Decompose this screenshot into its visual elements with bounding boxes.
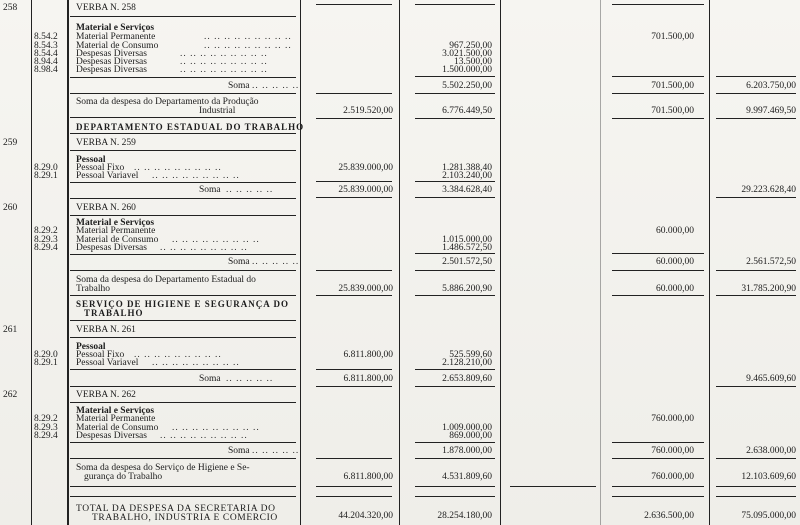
row-label: Pessoal Variavel (76, 171, 139, 181)
dept-total-value: 2.519.520,00 (343, 106, 393, 116)
grand-total-value: 2.636.500,00 (644, 511, 694, 521)
row-leader: .. .. .. .. .. .. .. .. .. (172, 235, 260, 245)
rule (70, 386, 296, 387)
row-leader: .. .. .. .. .. .. .. .. .. (172, 423, 260, 433)
soma-label: Soma (199, 374, 221, 384)
soma-label: Soma (228, 257, 250, 267)
row-code: 8.29.0 (34, 350, 58, 360)
soma-value: 29.223.628,40 (741, 185, 796, 195)
rule (716, 496, 796, 497)
dept-total-value: 701.500,00 (651, 106, 694, 116)
row-leader: .. .. .. .. .. .. .. .. .. (180, 57, 268, 67)
rule (415, 181, 495, 182)
row-leader: .. .. .. .. .. .. .. .. .. (134, 350, 222, 360)
row-leader: .. .. .. .. .. .. .. .. .. (160, 243, 248, 253)
rule (70, 133, 296, 134)
row-label: Material de Consumo (76, 423, 159, 433)
row-label: Pessoal Fixo (76, 350, 125, 360)
soma-value: 1.878.000,00 (442, 446, 492, 456)
row-label: Material de Consumo (76, 41, 159, 51)
item-number: 262 (3, 390, 18, 400)
value-cell: 13.500,00 (454, 57, 492, 67)
rule (70, 215, 296, 216)
group-heading: Pessoal (76, 155, 106, 165)
section-heading: SERVIÇO DE HIGIENE E SEGURANÇA DO (76, 299, 289, 309)
rule (70, 16, 296, 17)
dept-total-value: 9.997.469,50 (746, 106, 796, 116)
soma-value: 2.653.809,60 (442, 374, 492, 384)
value-cell: 525.599,60 (449, 350, 492, 360)
dept-total-value: 6.811.800,00 (343, 472, 393, 482)
rule (612, 442, 704, 443)
row-code: 8.94.4 (34, 57, 58, 67)
rule (612, 496, 704, 497)
rule (316, 386, 392, 387)
value-cell: 701.500,00 (651, 32, 694, 42)
section-heading: DEPARTAMENTO ESTADUAL DO TRABALHO (76, 122, 305, 132)
row-label: Despesas Diversas (76, 243, 147, 253)
value-cell: 1.281.388,40 (442, 163, 492, 173)
rule (716, 486, 796, 487)
rule (70, 198, 296, 199)
rule (612, 253, 704, 254)
row-leader: .. .. .. .. .. .. .. .. .. (180, 49, 268, 59)
rule (70, 458, 296, 459)
row-code: 8.29.2 (34, 226, 58, 236)
column-rule (67, 0, 69, 525)
row-code: 8.29.4 (34, 243, 58, 253)
verba-heading: VERBA N. 262 (76, 390, 136, 400)
rule (70, 182, 296, 183)
rule (716, 458, 796, 459)
value-cell: 1.015.000,00 (442, 235, 492, 245)
verba-heading: VERBA N. 260 (76, 203, 136, 213)
rule (415, 486, 495, 487)
rule (316, 270, 392, 271)
dept-total-value: 25.839.000,00 (338, 284, 393, 294)
rule (70, 369, 296, 370)
soma-label: Soma (199, 185, 221, 195)
rule (316, 197, 392, 198)
row-code: 8.29.4 (34, 431, 58, 441)
rule (316, 93, 392, 94)
column-rule (399, 0, 400, 525)
column-rule (31, 0, 32, 525)
item-number: 259 (3, 138, 18, 148)
rule (70, 320, 296, 321)
dept-total-label: gurança do Trabalho (84, 472, 163, 482)
soma-value: 9.465.609,60 (746, 374, 796, 384)
group-heading: Material e Serviços (76, 23, 155, 33)
soma-value: 2.501.572,50 (442, 257, 492, 267)
item-number: 261 (3, 325, 18, 335)
row-label: Despesas Diversas (76, 49, 147, 59)
rule (415, 197, 495, 198)
verba-heading: VERBA N. 258 (76, 3, 136, 13)
rule (415, 270, 495, 271)
item-number: 260 (3, 203, 18, 213)
dept-total-label: Soma da despesa do Departamento Estadual do (76, 275, 256, 285)
soma-leader: .. .. .. .. .. (252, 257, 300, 267)
rule (316, 486, 392, 487)
soma-label: Soma (228, 446, 250, 456)
rule (316, 118, 392, 119)
row-label: Pessoal Variavel (76, 358, 139, 368)
grand-total-value: 44.204.320,00 (338, 511, 393, 521)
rule (716, 93, 796, 94)
row-code: 8.29.1 (34, 171, 58, 181)
column-rule (300, 0, 301, 525)
row-code: 8.54.4 (34, 49, 58, 59)
value-cell: 2.128.210,00 (442, 358, 492, 368)
row-leader: .. .. .. .. .. .. .. .. .. (180, 65, 268, 75)
rule (716, 295, 796, 296)
dept-total-value: 60.000,00 (656, 284, 694, 294)
rule (716, 118, 796, 119)
row-label: Despesas Diversas (76, 431, 147, 441)
group-heading: Material e Serviços (76, 406, 155, 416)
soma-leader: .. .. .. .. .. (226, 185, 274, 195)
rule (415, 253, 495, 254)
value-cell: 3.021.500,00 (442, 49, 492, 59)
dept-total-value: 4.531.809,60 (442, 472, 492, 482)
row-leader: .. .. .. .. .. .. .. .. .. (204, 41, 292, 51)
rule (415, 295, 495, 296)
row-label: Pessoal Fixo (76, 163, 125, 173)
dept-total-value: 6.776.449,50 (442, 106, 492, 116)
group-heading: Material e Serviços (76, 218, 155, 228)
rule (70, 295, 296, 296)
rule (70, 93, 296, 94)
grand-total-label: TRABALHO, INDUSTRIA E COMERCIO (92, 513, 278, 523)
row-code: 8.29.3 (34, 235, 58, 245)
dept-total-value: 760.000,00 (651, 472, 694, 482)
rule (70, 442, 296, 443)
soma-value: 6.811.800,00 (343, 374, 393, 384)
rule (612, 270, 704, 271)
value-cell: 6.811.800,00 (343, 350, 393, 360)
value-cell: 869.000,00 (449, 431, 492, 441)
dept-total-value: 31.785.200,90 (741, 284, 796, 294)
rule (316, 295, 392, 296)
rule (415, 93, 495, 94)
rule (716, 270, 796, 271)
row-code: 8.29.3 (34, 423, 58, 433)
dept-total-label: Soma da despesa do Departamento da Produção (76, 97, 259, 107)
row-label: Despesas Diversas (76, 65, 147, 75)
row-code: 8.29.1 (34, 358, 58, 368)
grand-total-label: TOTAL DA DESPESA DA SECRETARIA DO (76, 504, 276, 514)
rule (415, 496, 495, 497)
row-code: 8.98.4 (34, 65, 58, 75)
dept-total-label: Soma da despesa do Serviço de Higiene e Se- (76, 463, 250, 473)
rule (612, 295, 704, 296)
soma-value: 701.500,00 (651, 81, 694, 91)
rule (415, 458, 495, 459)
rule (612, 118, 704, 119)
dept-total-label: Industrial (199, 106, 236, 116)
rule (70, 337, 296, 338)
value-cell: 1.486.572,50 (442, 243, 492, 253)
section-heading: TRABALHO (84, 308, 144, 318)
verba-heading: VERBA N. 261 (76, 325, 136, 335)
value-cell: 1.009.000,00 (442, 423, 492, 433)
grand-total-value: 75.095.000,00 (741, 511, 796, 521)
group-heading: Pessoal (76, 342, 106, 352)
row-leader: .. .. .. .. .. .. .. .. .. (134, 163, 222, 173)
soma-value: 25.839.000,00 (338, 185, 393, 195)
rule (316, 496, 392, 497)
rule (70, 77, 296, 78)
row-leader: .. .. .. .. .. .. .. .. .. (152, 358, 240, 368)
value-cell: 1.500.000,00 (442, 65, 492, 75)
item-number: 258 (3, 3, 18, 13)
rule (316, 181, 392, 182)
rule (716, 76, 796, 77)
value-cell: 2.103.240,00 (442, 171, 492, 181)
grand-total-value: 28.254.180,00 (437, 511, 492, 521)
soma-value: 2.561.572,50 (746, 257, 796, 267)
rule (612, 93, 704, 94)
rule (612, 458, 704, 459)
rule (316, 458, 392, 459)
soma-leader: .. .. .. .. .. (252, 81, 300, 91)
row-label: Material Permanente (76, 32, 156, 42)
value-cell: 60.000,00 (656, 226, 694, 236)
rule (415, 442, 495, 443)
row-label: Material de Consumo (76, 235, 159, 245)
rule (415, 386, 495, 387)
rule (612, 76, 704, 77)
dept-total-value: 5.886.200,90 (442, 284, 492, 294)
rule (415, 369, 495, 370)
rule (316, 4, 392, 5)
soma-value: 6.203.750,00 (746, 81, 796, 91)
soma-value: 2.638.000,00 (746, 446, 796, 456)
row-label: Material Permanente (76, 414, 156, 424)
rule (316, 369, 392, 370)
row-code: 8.54.3 (34, 41, 58, 51)
soma-value: 5.502.250,00 (442, 81, 492, 91)
rule (70, 150, 296, 151)
dept-total-label: Trabalho (76, 284, 110, 294)
row-leader: .. .. .. .. .. .. .. .. .. (204, 32, 292, 42)
rule (70, 486, 296, 487)
row-code: 8.54.2 (34, 32, 58, 42)
row-leader: .. .. .. .. .. .. .. .. .. (152, 171, 240, 181)
soma-label: Soma (228, 81, 250, 91)
rule (415, 76, 495, 77)
row-code: 8.29.2 (34, 414, 58, 424)
rule (70, 254, 296, 255)
row-label: Material Permanente (76, 226, 156, 236)
row-leader: .. .. .. .. .. .. .. .. .. (160, 431, 248, 441)
value-cell: 967.250,00 (449, 41, 492, 51)
value-cell: 25.839.000,00 (338, 163, 393, 173)
rule (70, 270, 296, 271)
dept-total-value: 12.103.609,60 (741, 472, 796, 482)
rule (415, 4, 495, 5)
rule (70, 402, 296, 403)
rule (612, 486, 704, 487)
rule (716, 197, 796, 198)
rule (415, 118, 495, 119)
soma-value: 760.000,00 (651, 446, 694, 456)
column-rule (600, 0, 601, 525)
rule (612, 4, 704, 5)
rule (510, 486, 596, 487)
rule (716, 386, 796, 387)
rule (70, 496, 296, 497)
rule (70, 117, 296, 118)
row-code: 8.29.0 (34, 163, 58, 173)
soma-leader: .. .. .. .. .. (252, 446, 300, 456)
soma-leader: .. .. .. .. .. (226, 374, 274, 384)
row-label: Despesas Diversas (76, 57, 147, 67)
soma-value: 60.000,00 (656, 257, 694, 267)
verba-heading: VERBA N. 259 (76, 138, 136, 148)
column-rule (500, 0, 501, 525)
value-cell: 760.000,00 (651, 414, 694, 424)
soma-value: 3.384.628,40 (442, 185, 492, 195)
